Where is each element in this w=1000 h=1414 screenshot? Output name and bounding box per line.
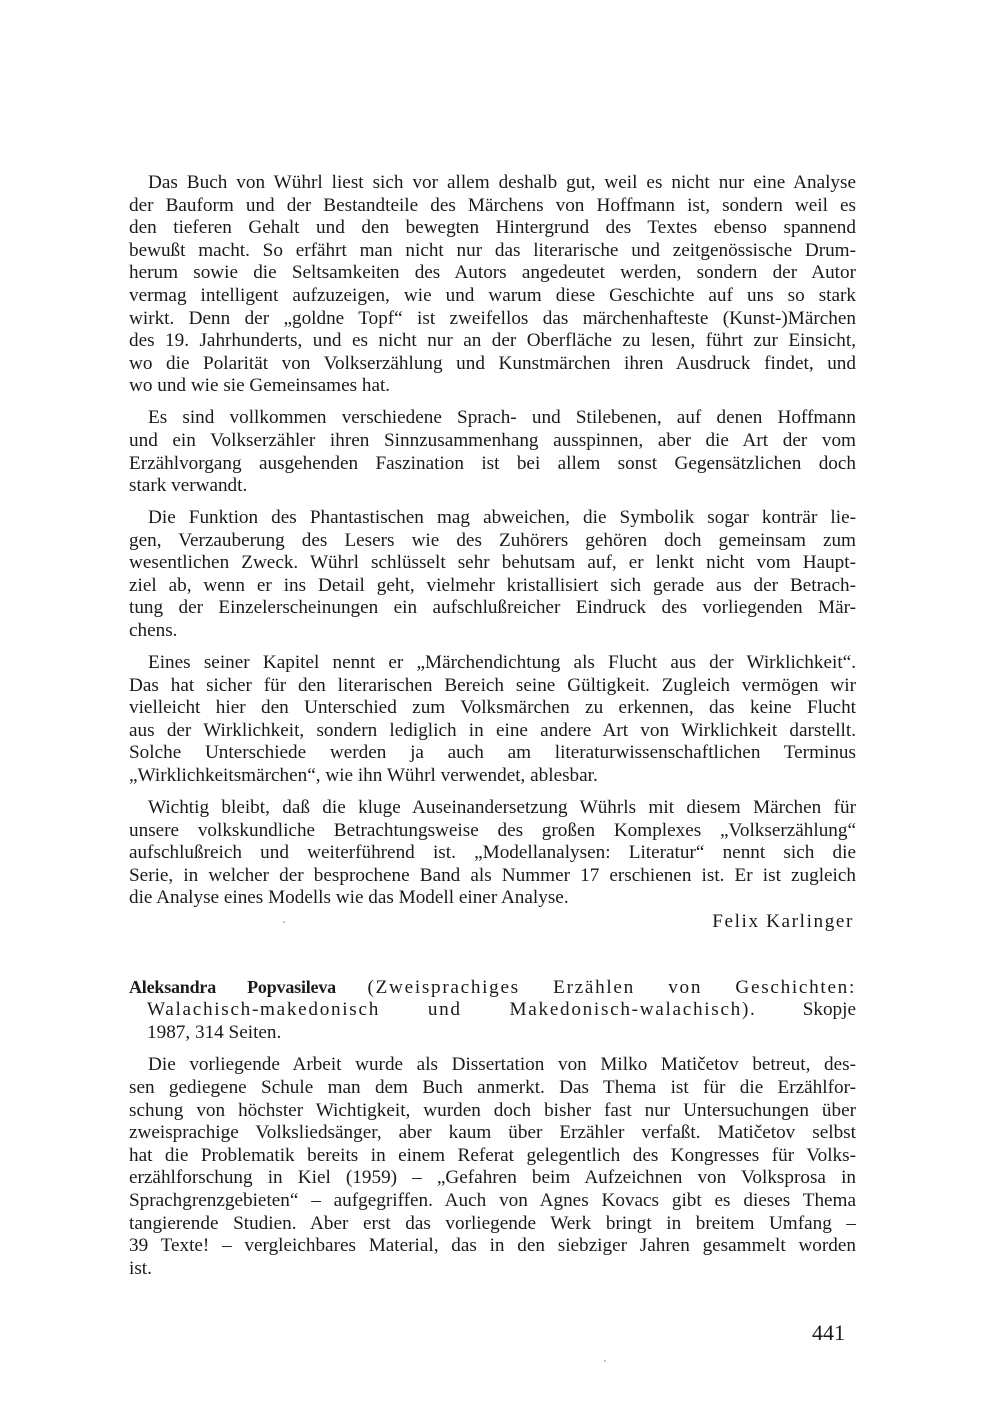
review-heading [129, 976, 856, 1045]
text-line: aus der Wirklichkeit, sondern lediglich in eine andere Art von Wirklichkeit darstellt. [129, 719, 856, 741]
heading-line [129, 976, 856, 1000]
paragraph [129, 507, 856, 643]
text-line: und ein Volkserzähler ihren Sinnzusammenhang ausspinnen, aber die Art der vom [129, 429, 856, 451]
text-line: stark verwandt. [129, 475, 248, 497]
paragraph [129, 1054, 856, 1280]
paragraph [129, 797, 856, 910]
text-column [129, 172, 856, 1280]
text-line: Es sind vollkommen verschiedene Sprach- und Stilebenen, auf denen Hoffmann [148, 407, 856, 429]
text-line: Eines seiner Kapitel nennt er „Märchendichtung als Flucht aus der Wirklichkeit“. [148, 652, 856, 674]
scan-speck [604, 1360, 606, 1362]
text-line: Das hat sicher für den literarischen Bereich seine Gültigkeit. Zugleich vermögen wir [129, 674, 856, 696]
text-line: den tieferen Gehalt und den bewegten Hintergrund des Textes ebenso spannend [129, 217, 856, 239]
text-line: hat die Problematik bereits in einem Referat gelegentlich des Kongresses für Volks- [129, 1144, 856, 1166]
text-line: des 19. Jahrhunderts, und es nicht nur an der Oberfläche zu lesen, führt zur Einsicht, [129, 330, 856, 352]
book-title: (Zweisprachiges Erzählen von Geschichten: [367, 976, 856, 998]
page-number: 441 [812, 1320, 845, 1345]
paragraph [129, 652, 856, 788]
text-line: schung von höchster Wichtigkeit, wurden doch bisher fast nur Untersuchungen über [129, 1099, 856, 1121]
text-line: unsere volkskundliche Betrachtungsweise des großen Komplexes „Volkserzählung“ [129, 819, 856, 841]
text-line: herum sowie die Seltsamkeiten des Autors angedeutet werden, sondern der Autor [129, 262, 856, 284]
text-line: „Wirklichkeitsmärchen“, wie ihn Wührl verwendet, ablesbar. [129, 765, 598, 787]
text-line: ziel ab, wenn er ins Detail geht, vielmehr kristallisiert sich gerade aus der Betrach- [129, 574, 856, 596]
text-line: gen, Verzauberung des Lesers wie des Zuhörers gehören doch gemeinsam zum [129, 529, 856, 551]
publication-place: Skopje [802, 999, 856, 1021]
text-line: Die Funktion des Phantastischen mag abweichen, die Symbolik sogar konträr lie- [148, 507, 856, 529]
paragraph [129, 407, 856, 497]
text-line: chens. [129, 620, 178, 642]
text-line: aufschlußreich und weiterführend ist. „Modellanalysen: Literatur“ nennt sich die [129, 842, 856, 864]
text-line: Solche Unterschiede werden ja auch am literaturwissenschaftlichen Terminus [129, 742, 856, 764]
text-line: Die vorliegende Arbeit wurde als Dissertation von Milko Matičetov betreut, des- [148, 1054, 856, 1076]
text-line: Sprachgrenzgebieten“ – aufgegriffen. Auch von Agnes Kovacs gibt es dieses Thema [129, 1189, 856, 1211]
book-title-continued: Walachisch-makedonisch und Makedonisch-walachisch). [147, 999, 757, 1021]
text-line: die Analyse eines Modells wie das Modell einer Analyse. [129, 887, 569, 909]
paragraph [129, 172, 856, 398]
text-line: bewußt macht. So erfährt man nicht nur das literarische und zeitgenössische Drum- [129, 239, 856, 261]
text-line: tung der Einzelerscheinungen ein aufschlußreicher Eindruck des vorliegenden Mär- [129, 597, 856, 619]
text-line: zweisprachige Volksliedsänger, aber kaum über Erzähler verfaßt. Matičetov selbst [129, 1122, 856, 1144]
text-line: der Bauform und der Bestandteile des Märchens von Hoffmann ist, sondern weil es [129, 194, 856, 216]
text-line: ist. [129, 1257, 152, 1279]
text-line: sen gediegene Schule man dem Buch anmerkt. Das Thema ist für die Erzählfor- [129, 1076, 856, 1098]
text-line: wo und wie sie Gemeinsames hat. [129, 375, 391, 397]
text-line: tangierende Studien. Aber erst das vorliegende Werk bringt in breitem Umfang – [129, 1212, 856, 1234]
text-line: wirkt. Denn der „goldne Topf“ ist zweifellos das märchenhafteste (Kunst-)Märchen [129, 307, 856, 329]
text-line: Erzählvorgang ausgehenden Faszination ist bei allem sonst Gegensätzlichen doch [129, 452, 856, 474]
book-author: Aleksandra Popvasileva [129, 976, 336, 997]
text-line: Wichtig bleibt, daß die kluge Auseinandersetzung Wührls mit diesem Märchen für [148, 797, 856, 818]
reviewer-signature: Felix Karlinger [712, 910, 854, 932]
text-line: Das Buch von Wührl liest sich vor allem deshalb gut, weil es nicht nur eine Analyse [148, 172, 856, 193]
text-line: erzählforschung in Kiel (1959) – „Gefahren beim Aufzeichnen von Volksprosa in [129, 1167, 856, 1189]
text-line: 39 Texte! – vergleichbares Material, das in den siebziger Jahren gesammelt worden [129, 1235, 856, 1257]
text-line: wesentlichen Zweck. Wührl schlüsselt sehr behutsam auf, er lenkt nicht vom Haupt- [129, 552, 856, 574]
text-line: Serie, in welcher der besprochene Band als Nummer 17 erschienen ist. Er ist zugleich [129, 864, 856, 886]
text-line: vielleicht hier den Unterschied zum Volksmärchen zu erkennen, das keine Flucht [129, 697, 856, 719]
scan-speck [283, 921, 285, 923]
text-line: wo die Polarität von Volkserzählung und Kunstmärchen ihren Ausdruck findet, und [129, 352, 856, 374]
text-line: vermag intelligent aufzuzeigen, wie und warum diese Geschichte auf uns so stark [129, 284, 856, 306]
heading-line [129, 999, 856, 1022]
heading-line: 1987, 314 Seiten. [147, 1021, 282, 1043]
